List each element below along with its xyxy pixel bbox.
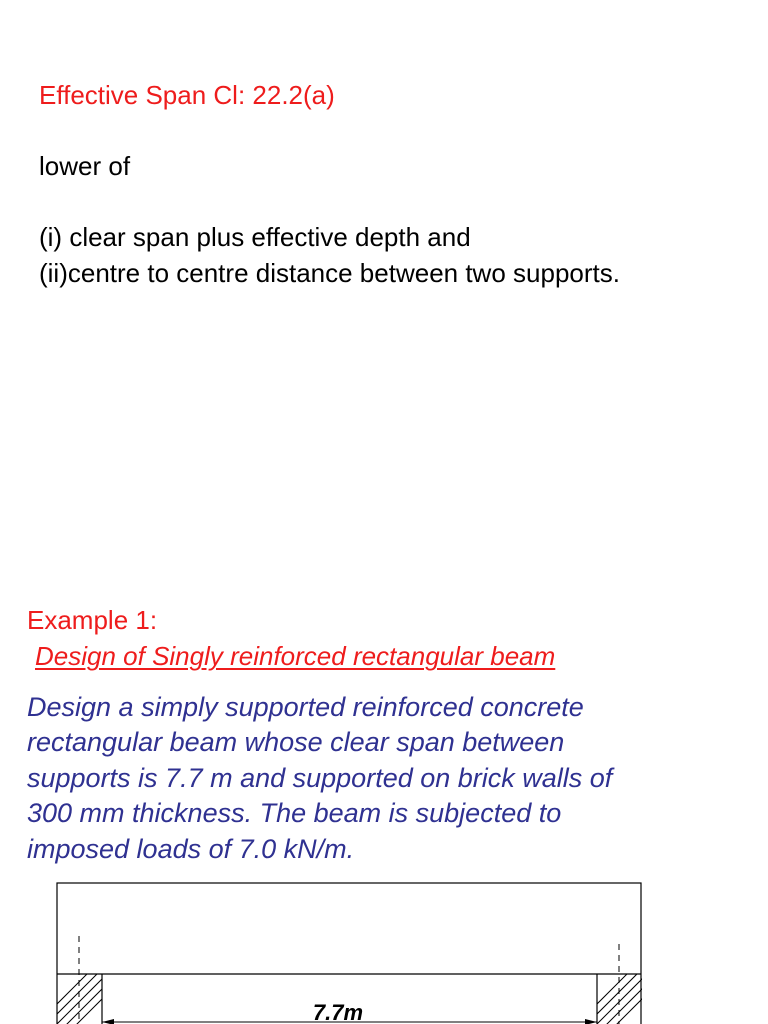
intro-text: lower of: [39, 151, 131, 181]
right-support-wall: [567, 964, 677, 1024]
problem-line: imposed loads of 7.0 kN/m.: [27, 834, 355, 864]
beam-diagram: [0, 870, 768, 1024]
list-item-clear-span: (i) clear span plus effective depth and: [39, 222, 471, 252]
problem-line: rectangular beam whose clear span between: [27, 727, 565, 757]
section-heading: Effective Span Cl: 22.2(a): [39, 80, 335, 110]
example-label: Example 1:: [27, 605, 158, 635]
example-title: Design of Singly reinforced rectangular beam: [35, 641, 556, 671]
problem-line: Design a simply supported reinforced concrete: [27, 692, 584, 722]
problem-line: 300 mm thickness. The beam is subjected to: [27, 798, 562, 828]
span-label: 7.7m: [312, 1000, 364, 1024]
left-support-wall: [27, 964, 137, 1024]
problem-line: supports is 7.7 m and supported on brick walls of: [27, 763, 613, 793]
list-item-centre-distance: (ii)centre to centre distance between two supports.: [39, 258, 620, 288]
